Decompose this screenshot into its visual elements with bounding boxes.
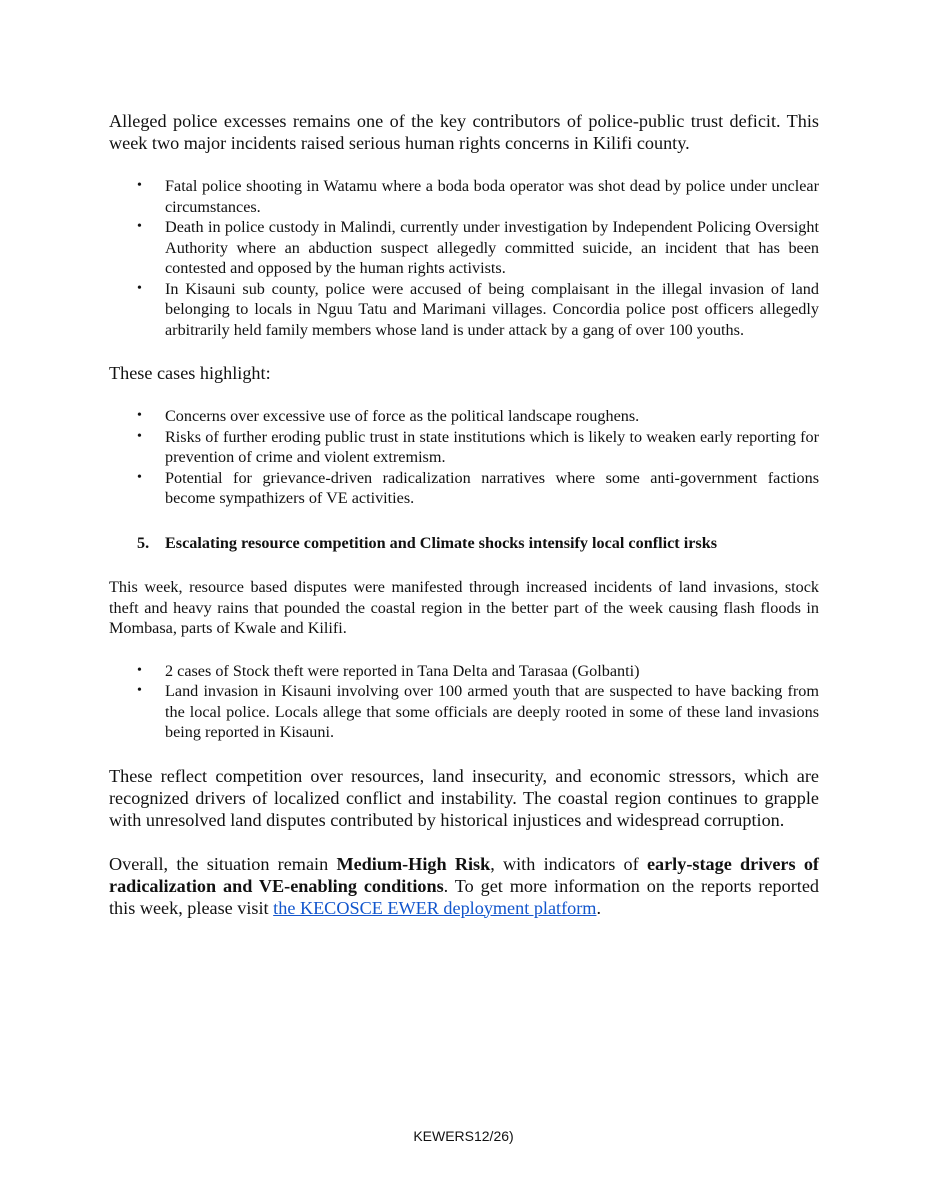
list-item: • Fatal police shooting in Watamu where a boda boda operator was shot dead by police under unclear circumstances.: [137, 177, 819, 216]
bullet-icon: •: [137, 408, 142, 423]
bullet-icon: •: [137, 428, 142, 444]
bullet-icon: •: [137, 178, 142, 193]
list-item: • Risks of further eroding public trust in state institutions which is likely to weaken early reporting for prevention of crime and violent extremism.: [137, 427, 819, 466]
reflect-paragraph: These reflect competition over resources, land insecurity, and economic stressors, which are recognized drivers of localized conflict and instability. The coastal region continues to grapple with unresolved land disputes contributed by historical injustices and widespread corruption.: [109, 765, 819, 830]
drivers-text: early-stage drivers of radicalization and VE-enabling conditions: [109, 853, 819, 896]
highlights-list: [109, 406, 819, 509]
list-item: • Potential for grievance-driven radicalization narratives where some anti-government factions become sympathizers of VE activities.: [137, 468, 819, 507]
resource-paragraph: This week, resource based disputes were manifested through increased incidents of land invasions, stock theft and heavy rains that pounded the coastal region in the better part of the week causing flash floods in Mombasa, parts of Kwale and Kilifi.: [109, 578, 819, 637]
page-footer: KEWERS12/26): [413, 1128, 514, 1144]
list-item: • In Kisauni sub county, police were accused of being complaisant in the illegal invasion of land belonging to locals in Nguu Tatu and Marimani villages. Concordia police post officers allegedly arbitrarily held family members whose land is under attack by a gang of over 100 youths.: [137, 279, 819, 339]
section-title: Escalating resource competition and Climate shocks intensify local conflict irsks: [165, 533, 718, 552]
bullet-icon: •: [137, 662, 142, 678]
list-item: • Land invasion in Kisauni involving over 100 armed youth that are suspected to have backing from the local police. Locals allege that some officials are deeply rooted in some of these land invasions being reported in Kisauni.: [137, 682, 819, 741]
list-item: • Concerns over excessive use of force as the political landscape roughens.: [137, 407, 640, 425]
intro-paragraph: Alleged police excesses remains one of the key contributors of police-public trust deficit. This week two major incidents raised serious human rights concerns in Kilifi county.: [109, 111, 819, 153]
highlight-intro: These cases highlight:: [109, 363, 271, 383]
section-heading: [109, 533, 819, 554]
list-item: • 2 cases of Stock theft were reported in Tana Delta and Tarasaa (Golbanti): [137, 661, 640, 680]
bullet-icon: •: [137, 469, 142, 485]
resource-list: [109, 661, 819, 743]
document-body: [109, 110, 819, 919]
bullet-icon: •: [137, 683, 142, 698]
risk-level: Medium-High Risk: [336, 853, 491, 874]
list-item: • Death in police custody in Malindi, currently under investigation by Independent Policing Oversight Authority where an abduction suspect allegedly committed suicide, an incident that has been contested and opposed by the human rights activists.: [137, 218, 819, 277]
bullet-icon: •: [137, 280, 142, 296]
bullet-icon: •: [137, 219, 142, 234]
overall-paragraph: Overall, the situation remain Medium-High Risk, with indicators of early-stage drivers of radicalization and VE-enabling conditions. To get more information on the reports reported this week, please visit the KECOSCE EWER deployment platform.: [109, 853, 819, 918]
section-number: 5.: [137, 533, 150, 552]
kecosce-platform-link[interactable]: the KECOSCE EWER deployment platform: [273, 897, 597, 918]
incidents-list: [109, 176, 819, 340]
